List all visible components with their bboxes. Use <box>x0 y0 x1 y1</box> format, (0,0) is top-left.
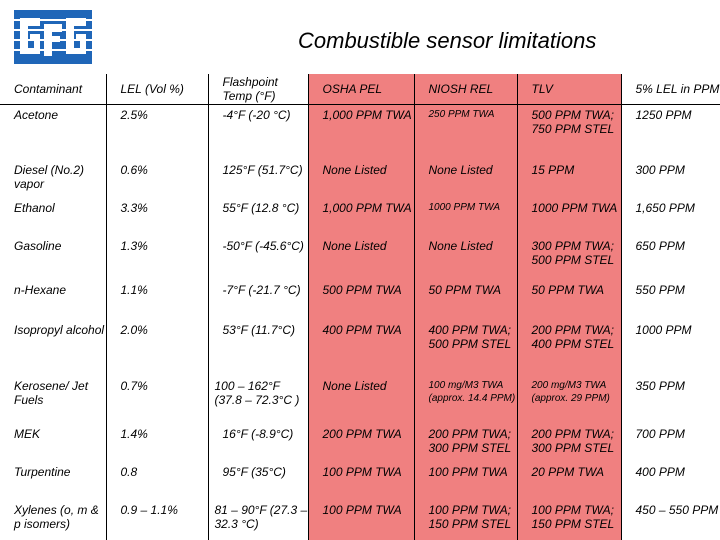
cell-text: 1,000 PPM TWA <box>322 107 412 122</box>
cell-osha-pel <box>308 500 414 540</box>
cell-osha-pel <box>308 236 414 280</box>
cell-text: 3.3% <box>120 201 148 215</box>
cell-contaminant <box>0 376 106 424</box>
cell-text: 350 PPM <box>635 379 685 393</box>
cell-text: Gasoline <box>14 239 62 253</box>
cell-niosh-rel <box>414 280 517 320</box>
cell-contaminant <box>0 462 106 500</box>
cell-flashpoint <box>208 104 308 160</box>
cell-tlv <box>517 462 621 500</box>
cell-lel <box>106 462 208 500</box>
table-row <box>0 500 720 540</box>
cell-text: 450 – 550 PPM <box>635 503 719 517</box>
cell-niosh-rel <box>414 198 517 236</box>
cell-text: None Listed <box>322 239 387 253</box>
cell-text: Kerosene/ Jet Fuels <box>14 379 89 407</box>
cell-text: 200 PPM TWA; 300 PPM STEL <box>531 427 615 455</box>
cell-text: 2.5% <box>120 107 148 122</box>
cell-text: 0.8 <box>120 465 138 479</box>
cell-lel-ppm <box>621 320 720 376</box>
cell-flashpoint <box>208 376 308 424</box>
cell-text: 100 mg/M3 TWA (approx. 14.4 PPM) <box>428 380 516 404</box>
cell-text: 53°F (11.7°C) <box>222 323 296 337</box>
cell-text: 100 – 162°F (37.8 – 72.3°C ) <box>214 379 300 407</box>
cell-text: 0.7% <box>120 379 148 393</box>
cell-tlv <box>517 236 621 280</box>
cell-niosh-rel <box>414 376 517 424</box>
cell-niosh-rel <box>414 424 517 462</box>
cell-contaminant <box>0 160 106 198</box>
cell-flashpoint <box>208 462 308 500</box>
cell-tlv <box>517 198 621 236</box>
table-row <box>0 376 720 424</box>
cell-flashpoint <box>208 320 308 376</box>
cell-niosh-rel <box>414 160 517 198</box>
cell-niosh-rel <box>414 236 517 280</box>
cell-contaminant <box>0 236 106 280</box>
cell-niosh-rel <box>414 500 517 540</box>
cell-text: 700 PPM <box>635 427 685 441</box>
cell-text: 0.6% <box>120 163 148 177</box>
cell-lel-ppm <box>621 104 720 160</box>
column-header-niosh-rel: NIOSH REL <box>414 74 517 104</box>
cell-lel-ppm <box>621 198 720 236</box>
table-row <box>0 236 720 280</box>
table-row <box>0 424 720 462</box>
gfg-logo <box>14 10 92 64</box>
cell-text: 100 PPM TWA <box>428 465 508 479</box>
cell-text: 81 – 90°F (27.3 – 32.3 °C) <box>214 503 308 531</box>
gfg-logo-graphic <box>14 10 92 64</box>
cell-lel <box>106 320 208 376</box>
column-header-osha-pel: OSHA PEL <box>308 74 414 104</box>
cell-flashpoint <box>208 198 308 236</box>
cell-lel <box>106 376 208 424</box>
cell-flashpoint <box>208 424 308 462</box>
cell-lel <box>106 500 208 540</box>
cell-osha-pel <box>308 424 414 462</box>
cell-text: 400 PPM <box>635 465 685 479</box>
cell-text: 55°F (12.8 °C) <box>222 201 300 215</box>
cell-text: 100 PPM TWA; 150 PPM STEL <box>428 503 512 531</box>
cell-text: 50 PPM TWA <box>428 283 501 297</box>
cell-text: 100 PPM TWA <box>322 503 402 517</box>
cell-text: -50°F (-45.6°C) <box>222 239 304 253</box>
cell-text: 125°F (51.7°C) <box>222 163 303 177</box>
table-row <box>0 320 720 376</box>
cell-text: 16°F (-8.9°C) <box>222 427 294 441</box>
cell-lel-ppm <box>621 236 720 280</box>
cell-lel-ppm <box>621 462 720 500</box>
cell-lel-ppm <box>621 376 720 424</box>
cell-niosh-rel <box>414 462 517 500</box>
cell-lel-ppm <box>621 160 720 198</box>
cell-contaminant <box>0 500 106 540</box>
cell-tlv <box>517 320 621 376</box>
table-row <box>0 462 720 500</box>
cell-text: 95°F (35°C) <box>222 465 286 479</box>
cell-text: 200 PPM TWA; 400 PPM STEL <box>531 323 615 351</box>
cell-text: 1,650 PPM <box>635 201 695 215</box>
column-header-tlv: TLV <box>517 74 621 104</box>
table-header-row <box>0 74 720 104</box>
cell-text: 0.9 – 1.1% <box>120 503 178 517</box>
cell-lel <box>106 198 208 236</box>
page-title: Combustible sensor limitations <box>298 28 597 53</box>
cell-text: -7°F (-21.7 °C) <box>222 283 301 297</box>
cell-lel <box>106 104 208 160</box>
cell-flashpoint <box>208 160 308 198</box>
table-row <box>0 198 720 236</box>
cell-tlv <box>517 280 621 320</box>
cell-text: 300 PPM TWA; 500 PPM STEL <box>531 239 615 267</box>
cell-text: 1,000 PPM TWA <box>322 201 412 215</box>
cell-text: None Listed <box>322 163 387 177</box>
cell-osha-pel <box>308 160 414 198</box>
cell-flashpoint <box>208 236 308 280</box>
cell-lel-ppm <box>621 424 720 462</box>
cell-contaminant <box>0 320 106 376</box>
cell-lel <box>106 424 208 462</box>
cell-lel <box>106 280 208 320</box>
cell-text: 1000 PPM TWA <box>428 202 501 213</box>
cell-lel <box>106 160 208 198</box>
cell-tlv <box>517 424 621 462</box>
cell-osha-pel <box>308 104 414 160</box>
cell-text: 100 PPM TWA; 150 PPM STEL <box>531 503 615 531</box>
cell-contaminant <box>0 280 106 320</box>
cell-text: 1000 PPM TWA <box>531 201 618 215</box>
cell-osha-pel <box>308 280 414 320</box>
cell-text: Ethanol <box>14 201 55 215</box>
cell-text: 500 PPM TWA <box>322 283 402 297</box>
cell-contaminant <box>0 198 106 236</box>
cell-text: 550 PPM <box>635 283 685 297</box>
cell-text: 50 PPM TWA <box>531 283 604 297</box>
cell-text: -4°F (-20 °C) <box>222 107 291 122</box>
cell-text: 2.0% <box>120 323 148 337</box>
cell-text: 400 PPM TWA; 500 PPM STEL <box>428 323 512 351</box>
cell-text: None Listed <box>428 163 493 177</box>
cell-text: 1250 PPM <box>635 107 692 122</box>
cell-text: 15 PPM <box>531 163 575 177</box>
cell-contaminant <box>0 104 106 160</box>
table-row <box>0 160 720 198</box>
cell-text: 1.3% <box>120 239 148 253</box>
cell-flashpoint <box>208 280 308 320</box>
cell-osha-pel <box>308 376 414 424</box>
cell-text: Xylenes (o, m & p isomers) <box>14 503 99 531</box>
cell-niosh-rel <box>414 104 517 160</box>
cell-tlv <box>517 376 621 424</box>
cell-text: 300 PPM <box>635 163 685 177</box>
cell-contaminant <box>0 424 106 462</box>
cell-text: 250 PPM TWA <box>428 108 495 120</box>
column-header-lel: LEL (Vol %) <box>106 74 208 104</box>
cell-tlv <box>517 500 621 540</box>
cell-text: Acetone <box>14 107 59 122</box>
column-header-flashpoint: Flashpoint Temp (°F) <box>208 74 308 104</box>
cell-niosh-rel <box>414 320 517 376</box>
cell-osha-pel <box>308 198 414 236</box>
cell-text: Diesel (No.2) vapor <box>14 163 85 191</box>
cell-tlv <box>517 104 621 160</box>
cell-text: 20 PPM TWA <box>531 465 604 479</box>
cell-text: Turpentine <box>14 465 71 479</box>
cell-text: 200 mg/M3 TWA (approx. 29 PPM) <box>531 380 610 404</box>
cell-lel <box>106 236 208 280</box>
cell-text: 200 PPM TWA; 300 PPM STEL <box>428 427 512 455</box>
cell-text: None Listed <box>322 379 387 393</box>
sensor-limitations-table <box>0 74 720 540</box>
cell-text: Isopropyl alcohol <box>14 323 105 337</box>
cell-text: 1.4% <box>120 427 148 441</box>
cell-text: 100 PPM TWA <box>322 465 402 479</box>
table-row <box>0 280 720 320</box>
column-header-lel-ppm: 5% LEL in PPM <box>621 74 720 104</box>
cell-text: 200 PPM TWA <box>322 427 402 441</box>
cell-text: None Listed <box>428 239 493 253</box>
cell-text: MEK <box>14 427 41 441</box>
table-row <box>0 104 720 160</box>
cell-flashpoint <box>208 500 308 540</box>
cell-lel-ppm <box>621 500 720 540</box>
cell-text: 650 PPM <box>635 239 685 253</box>
cell-text: 500 PPM TWA; 750 PPM STEL <box>531 107 615 136</box>
cell-text: 1000 PPM <box>635 323 692 337</box>
cell-text: 400 PPM TWA <box>322 323 402 337</box>
cell-text: 1.1% <box>120 283 148 297</box>
cell-osha-pel <box>308 462 414 500</box>
cell-lel-ppm <box>621 280 720 320</box>
cell-tlv <box>517 160 621 198</box>
cell-osha-pel <box>308 320 414 376</box>
column-header-contaminant: Contaminant <box>0 74 106 104</box>
cell-text: n-Hexane <box>14 283 67 297</box>
